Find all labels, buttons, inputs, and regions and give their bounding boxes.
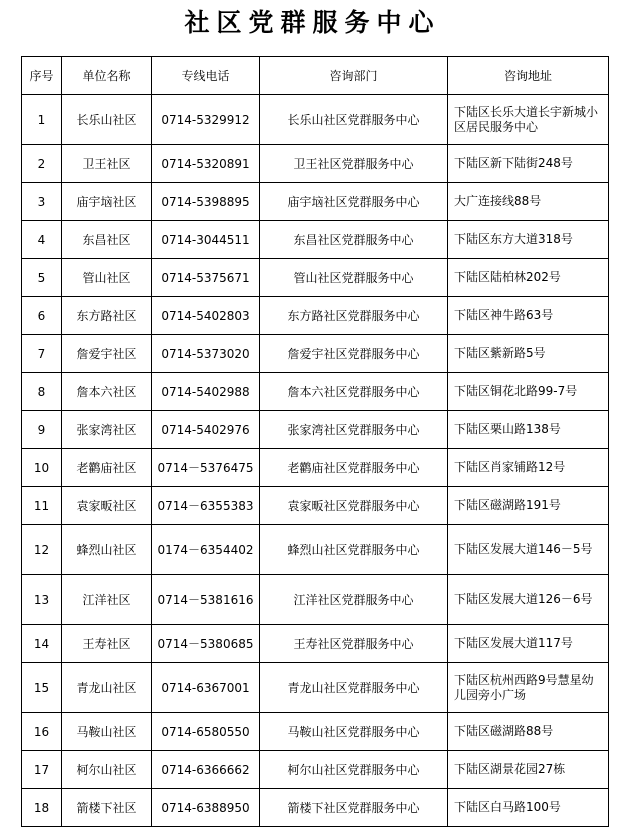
table-row bbox=[22, 411, 609, 449]
table-row bbox=[22, 625, 609, 663]
cell-phone: 0714-5329912 bbox=[152, 95, 260, 145]
table-row bbox=[22, 183, 609, 221]
cell-serial-number: 16 bbox=[22, 713, 62, 751]
table-row bbox=[22, 575, 609, 625]
header-serial-number: 序号 bbox=[22, 57, 62, 95]
table-row bbox=[22, 297, 609, 335]
cell-address: 下陆区长乐大道长宇新城小区居民服务中心 bbox=[448, 95, 609, 145]
cell-phone: 0714-5398895 bbox=[152, 183, 260, 221]
cell-serial-number: 6 bbox=[22, 297, 62, 335]
cell-address: 下陆区磁湖路88号 bbox=[448, 713, 609, 751]
cell-address: 下陆区铜花北路99-7号 bbox=[448, 373, 609, 411]
table-row bbox=[22, 449, 609, 487]
cell-unit-name: 詹爱宇社区 bbox=[62, 335, 152, 373]
cell-phone: 0714－6355383 bbox=[152, 487, 260, 525]
cell-address: 下陆区紫新路5号 bbox=[448, 335, 609, 373]
cell-unit-name: 卫王社区 bbox=[62, 145, 152, 183]
cell-phone: 0714-6366662 bbox=[152, 751, 260, 789]
cell-unit-name: 江洋社区 bbox=[62, 575, 152, 625]
table-row bbox=[22, 373, 609, 411]
cell-department: 卫王社区党群服务中心 bbox=[260, 145, 448, 183]
table-row bbox=[22, 221, 609, 259]
cell-serial-number: 13 bbox=[22, 575, 62, 625]
cell-unit-name: 詹本六社区 bbox=[62, 373, 152, 411]
cell-department: 庙宇垴社区党群服务中心 bbox=[260, 183, 448, 221]
cell-address: 下陆区白马路100号 bbox=[448, 789, 609, 827]
header-phone: 专线电话 bbox=[152, 57, 260, 95]
cell-unit-name: 王寿社区 bbox=[62, 625, 152, 663]
cell-address: 下陆区神牛路63号 bbox=[448, 297, 609, 335]
cell-phone: 0714-5402803 bbox=[152, 297, 260, 335]
cell-serial-number: 8 bbox=[22, 373, 62, 411]
cell-phone: 0714-6367001 bbox=[152, 663, 260, 713]
cell-address: 下陆区发展大道146－5号 bbox=[448, 525, 609, 575]
table-body bbox=[22, 95, 609, 827]
table-row bbox=[22, 663, 609, 713]
cell-serial-number: 17 bbox=[22, 751, 62, 789]
cell-unit-name: 柯尔山社区 bbox=[62, 751, 152, 789]
cell-phone: 0714-5375671 bbox=[152, 259, 260, 297]
cell-serial-number: 9 bbox=[22, 411, 62, 449]
cell-unit-name: 庙宇垴社区 bbox=[62, 183, 152, 221]
header-address: 咨询地址 bbox=[448, 57, 609, 95]
cell-serial-number: 11 bbox=[22, 487, 62, 525]
cell-unit-name: 袁家畈社区 bbox=[62, 487, 152, 525]
cell-department: 柯尔山社区党群服务中心 bbox=[260, 751, 448, 789]
cell-serial-number: 12 bbox=[22, 525, 62, 575]
cell-unit-name: 东方路社区 bbox=[62, 297, 152, 335]
cell-department: 老鹳庙社区党群服务中心 bbox=[260, 449, 448, 487]
cell-unit-name: 张家湾社区 bbox=[62, 411, 152, 449]
cell-phone: 0714-6580550 bbox=[152, 713, 260, 751]
table-row bbox=[22, 713, 609, 751]
cell-phone: 0174－6354402 bbox=[152, 525, 260, 575]
cell-address: 下陆区东方大道318号 bbox=[448, 221, 609, 259]
document-title: 社区党群服务中心 bbox=[184, 8, 441, 37]
cell-address: 下陆区陆柏林202号 bbox=[448, 259, 609, 297]
cell-department: 王寿社区党群服务中心 bbox=[260, 625, 448, 663]
table-row bbox=[22, 487, 609, 525]
cell-department: 东方路社区党群服务中心 bbox=[260, 297, 448, 335]
cell-serial-number: 15 bbox=[22, 663, 62, 713]
cell-unit-name: 蜂烈山社区 bbox=[62, 525, 152, 575]
table-header-row bbox=[22, 57, 609, 95]
cell-unit-name: 马鞍山社区 bbox=[62, 713, 152, 751]
cell-phone: 0714-5402976 bbox=[152, 411, 260, 449]
cell-address: 下陆区发展大道126－6号 bbox=[448, 575, 609, 625]
cell-department: 张家湾社区党群服务中心 bbox=[260, 411, 448, 449]
table-row bbox=[22, 751, 609, 789]
cell-phone: 0714－5381616 bbox=[152, 575, 260, 625]
header-unit-name: 单位名称 bbox=[62, 57, 152, 95]
cell-unit-name: 管山社区 bbox=[62, 259, 152, 297]
cell-unit-name: 青龙山社区 bbox=[62, 663, 152, 713]
cell-department: 东昌社区党群服务中心 bbox=[260, 221, 448, 259]
cell-department: 箭楼下社区党群服务中心 bbox=[260, 789, 448, 827]
table-row bbox=[22, 95, 609, 145]
cell-phone: 0714-5320891 bbox=[152, 145, 260, 183]
cell-address: 下陆区新下陆街248号 bbox=[448, 145, 609, 183]
cell-address: 下陆区杭州西路9号慧星幼儿园旁小广场 bbox=[448, 663, 609, 713]
cell-serial-number: 4 bbox=[22, 221, 62, 259]
cell-department: 青龙山社区党群服务中心 bbox=[260, 663, 448, 713]
cell-department: 蜂烈山社区党群服务中心 bbox=[260, 525, 448, 575]
community-center-table bbox=[21, 56, 609, 827]
cell-address: 下陆区湖景花园27栋 bbox=[448, 751, 609, 789]
cell-address: 大广连接线88号 bbox=[448, 183, 609, 221]
cell-phone: 0714-5402988 bbox=[152, 373, 260, 411]
cell-serial-number: 14 bbox=[22, 625, 62, 663]
cell-department: 管山社区党群服务中心 bbox=[260, 259, 448, 297]
table-row bbox=[22, 789, 609, 827]
cell-serial-number: 18 bbox=[22, 789, 62, 827]
cell-unit-name: 老鹳庙社区 bbox=[62, 449, 152, 487]
cell-department: 詹爱宇社区党群服务中心 bbox=[260, 335, 448, 373]
cell-unit-name: 东昌社区 bbox=[62, 221, 152, 259]
table-row bbox=[22, 335, 609, 373]
cell-unit-name: 长乐山社区 bbox=[62, 95, 152, 145]
cell-serial-number: 5 bbox=[22, 259, 62, 297]
cell-address: 下陆区磁湖路191号 bbox=[448, 487, 609, 525]
cell-serial-number: 3 bbox=[22, 183, 62, 221]
cell-department: 詹本六社区党群服务中心 bbox=[260, 373, 448, 411]
cell-serial-number: 7 bbox=[22, 335, 62, 373]
cell-department: 马鞍山社区党群服务中心 bbox=[260, 713, 448, 751]
cell-serial-number: 2 bbox=[22, 145, 62, 183]
cell-department: 长乐山社区党群服务中心 bbox=[260, 95, 448, 145]
cell-phone: 0714－5380685 bbox=[152, 625, 260, 663]
cell-address: 下陆区栗山路138号 bbox=[448, 411, 609, 449]
cell-phone: 0714-5373020 bbox=[152, 335, 260, 373]
table-row bbox=[22, 145, 609, 183]
table-row bbox=[22, 525, 609, 575]
cell-phone: 0714-3044511 bbox=[152, 221, 260, 259]
header-department: 咨询部门 bbox=[260, 57, 448, 95]
cell-address: 下陆区发展大道117号 bbox=[448, 625, 609, 663]
cell-phone: 0714-6388950 bbox=[152, 789, 260, 827]
cell-serial-number: 10 bbox=[22, 449, 62, 487]
cell-serial-number: 1 bbox=[22, 95, 62, 145]
cell-department: 江洋社区党群服务中心 bbox=[260, 575, 448, 625]
cell-address: 下陆区肖家铺路12号 bbox=[448, 449, 609, 487]
cell-phone: 0714－5376475 bbox=[152, 449, 260, 487]
table-row bbox=[22, 259, 609, 297]
cell-department: 袁家畈社区党群服务中心 bbox=[260, 487, 448, 525]
cell-unit-name: 箭楼下社区 bbox=[62, 789, 152, 827]
